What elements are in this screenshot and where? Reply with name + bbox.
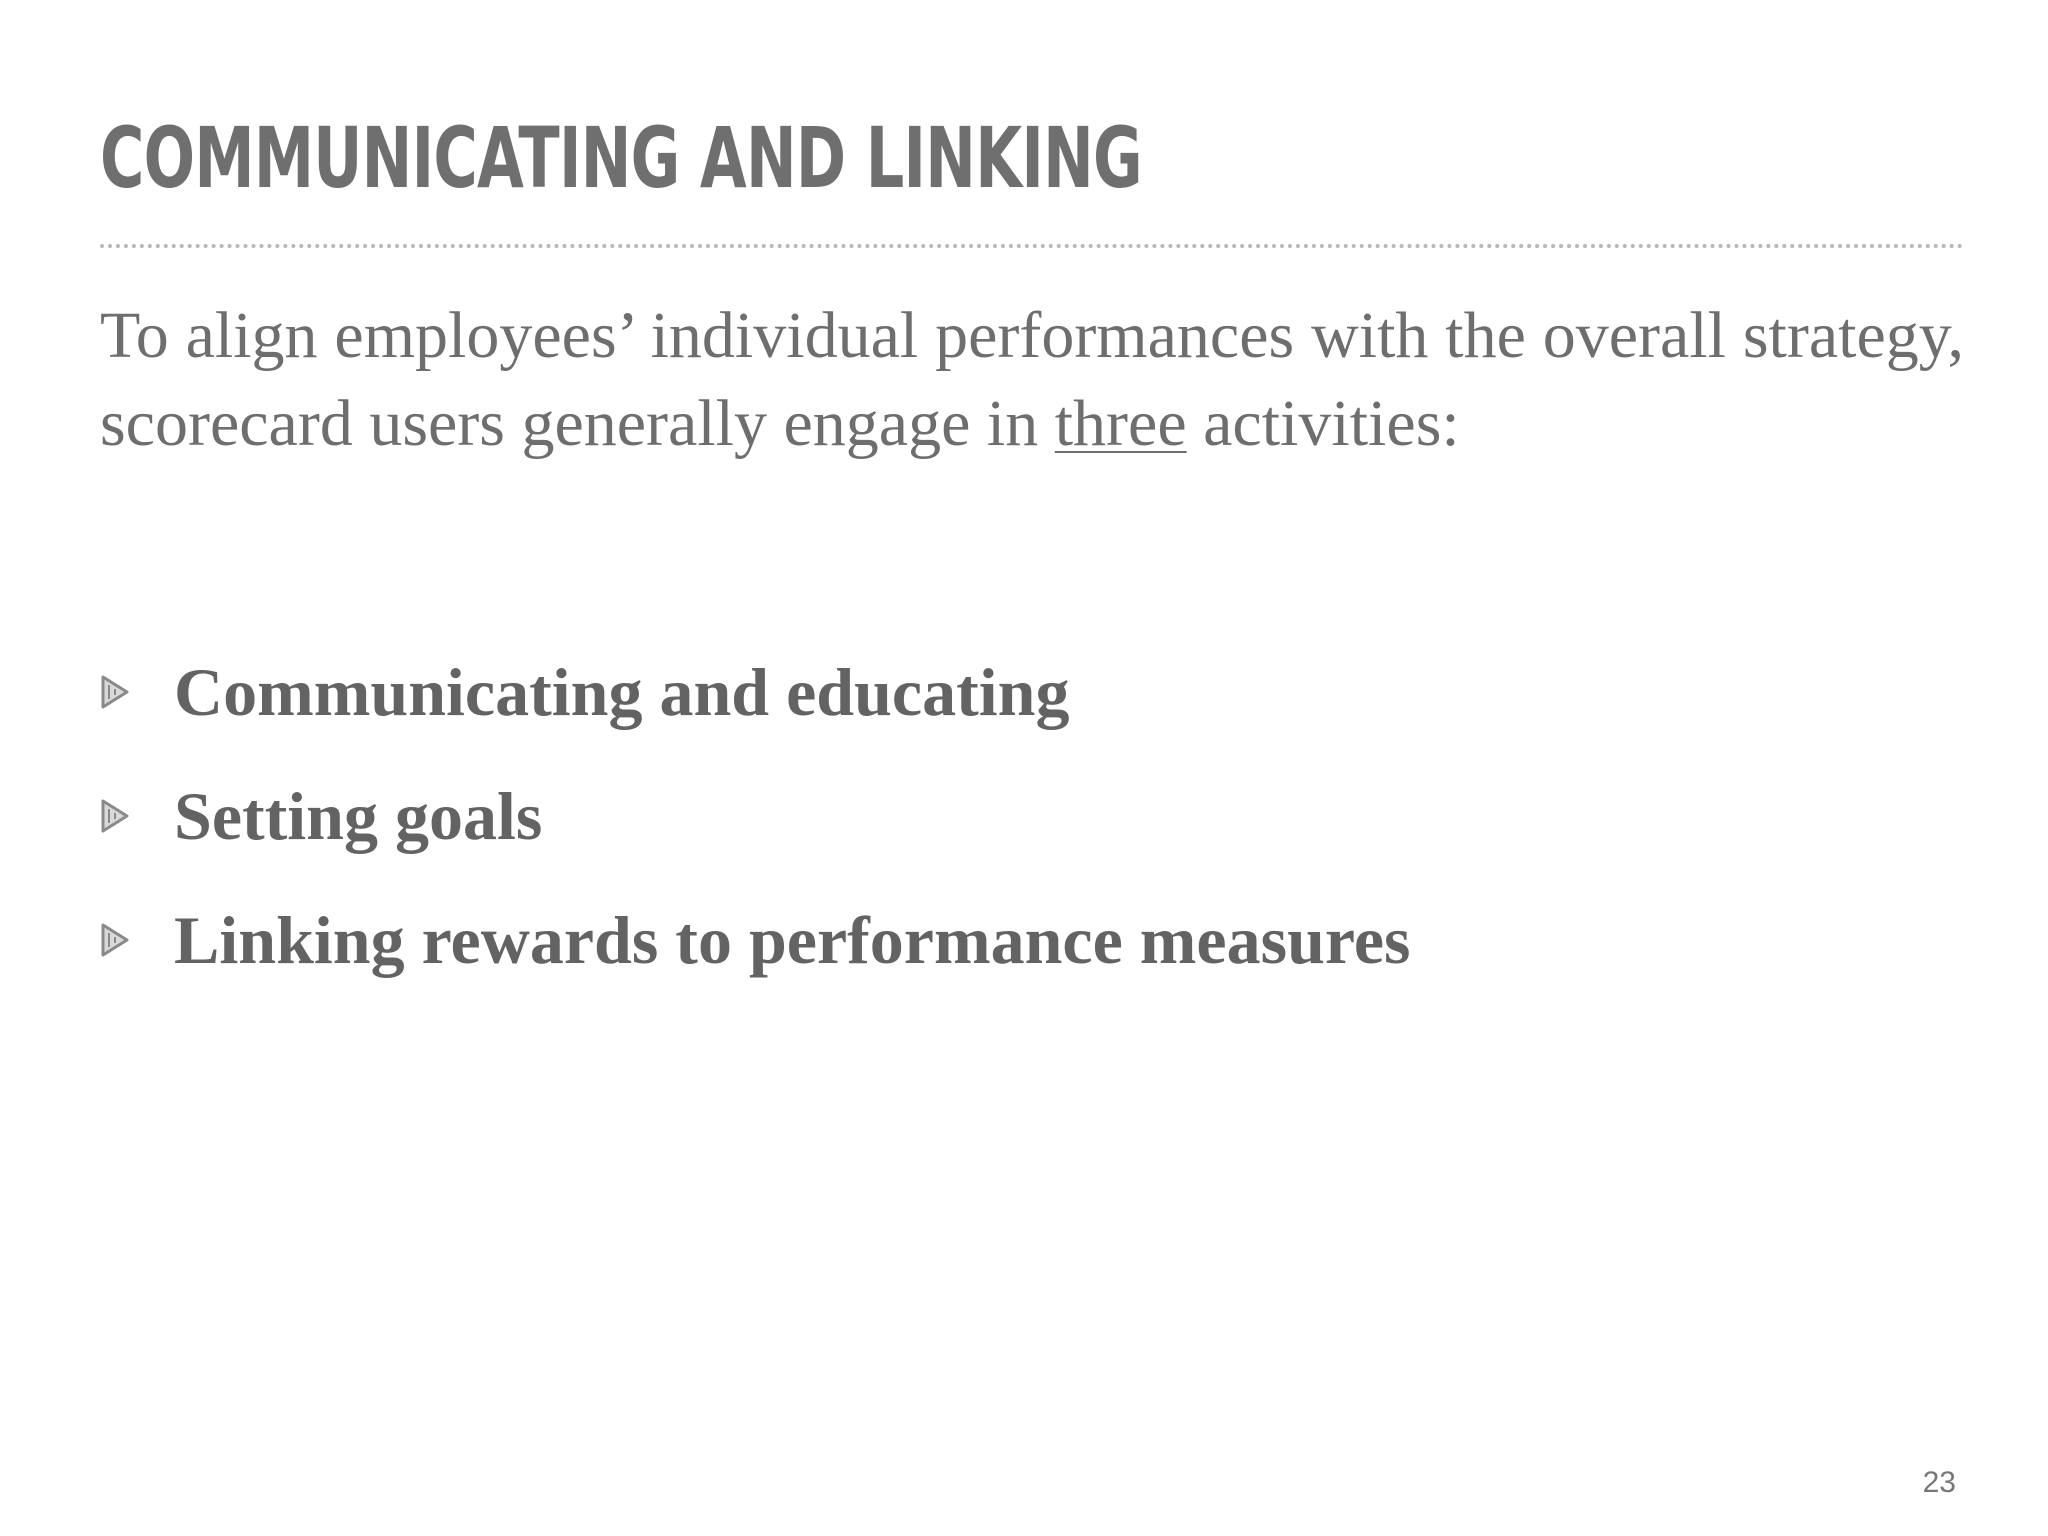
list-item: [100, 754, 1410, 878]
triangle-bullet-icon: [100, 922, 130, 958]
bullet-text: Communicating and educating: [174, 653, 1070, 730]
list-item: [100, 630, 1410, 754]
dotted-divider: [100, 244, 1964, 248]
intro-text-before: To align employees’ individual performances with the overall strategy, scorecard users generally engage in: [100, 299, 1964, 460]
slide-title: COMMUNICATING AND LINKING: [100, 109, 1142, 207]
intro-paragraph: [100, 292, 1964, 468]
triangle-bullet-icon: [100, 798, 130, 834]
bullet-text: Setting goals: [174, 777, 543, 854]
intro-text-after: activities:: [1186, 387, 1460, 460]
bullet-text: Linking rewards to performance measures: [174, 901, 1411, 978]
list-item: [100, 878, 1410, 1002]
bullet-list: [100, 630, 1410, 1002]
page-number: 23: [1922, 1466, 1956, 1499]
intro-emphasis: three: [1054, 387, 1187, 460]
triangle-bullet-icon: [100, 674, 130, 710]
